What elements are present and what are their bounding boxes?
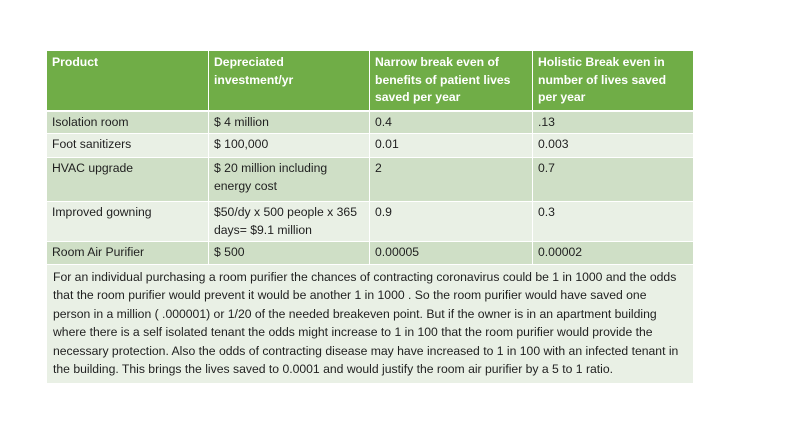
cell-investment: $ 4 million [209,112,370,135]
cell-product: Isolation room [47,112,209,135]
cell-narrow: 0.4 [370,112,533,135]
header-product: Product [47,51,209,112]
table-row [47,134,693,158]
cell-investment: $ 100,000 [209,134,370,158]
cell-narrow: 0.9 [370,202,533,242]
cell-product: HVAC upgrade [47,158,209,202]
header-depreciated-investment: Depreciated investment/yr [209,51,370,112]
room-purifier-note: For an individual purchasing a room purifier the chances of contracting coronavirus could be 1 in 1000 and the odds that the room purifier would prevent it would be another 1 in 1000 . So the room purifier would have saved one person in a million ( .000001) or 1/20 of the needed breakeven point. But if the owner is in an apartment building where there is a self isolated tenant the odds might increase to 1 in 100 that the room purifier would provide the necessary protection. Also the odds of contracting disease may have increased to 1 in 100 with an infected tenant in the building. This brings the lives saved to 0.0001 and would justify the room air purifier by a 5 to 1 ratio. [47,265,693,385]
cell-product: Foot sanitizers [47,134,209,158]
cell-holistic: 0.00002 [533,242,693,265]
cell-investment: $ 500 [209,242,370,265]
cell-investment: $ 20 million including energy cost [209,158,370,202]
cell-product: Improved gowning [47,202,209,242]
cell-holistic: .13 [533,112,693,135]
table-row [47,112,693,135]
note-row [47,265,693,385]
table-row [47,158,693,202]
cell-narrow: 0.00005 [370,242,533,265]
table-header-row [47,51,693,112]
table-row [47,202,693,242]
table-row [47,242,693,265]
cell-investment: $50/dy x 500 people x 365 days= $9.1 million [209,202,370,242]
breakeven-table [47,51,693,384]
cell-product: Room Air Purifier [47,242,209,265]
cell-narrow: 2 [370,158,533,202]
cell-holistic: 0.3 [533,202,693,242]
cell-narrow: 0.01 [370,134,533,158]
header-narrow-break-even: Narrow break even of benefits of patient lives saved per year [370,51,533,112]
cell-holistic: 0.7 [533,158,693,202]
cell-holistic: 0.003 [533,134,693,158]
header-holistic-break-even: Holistic Break even in number of lives saved per year [533,51,693,112]
